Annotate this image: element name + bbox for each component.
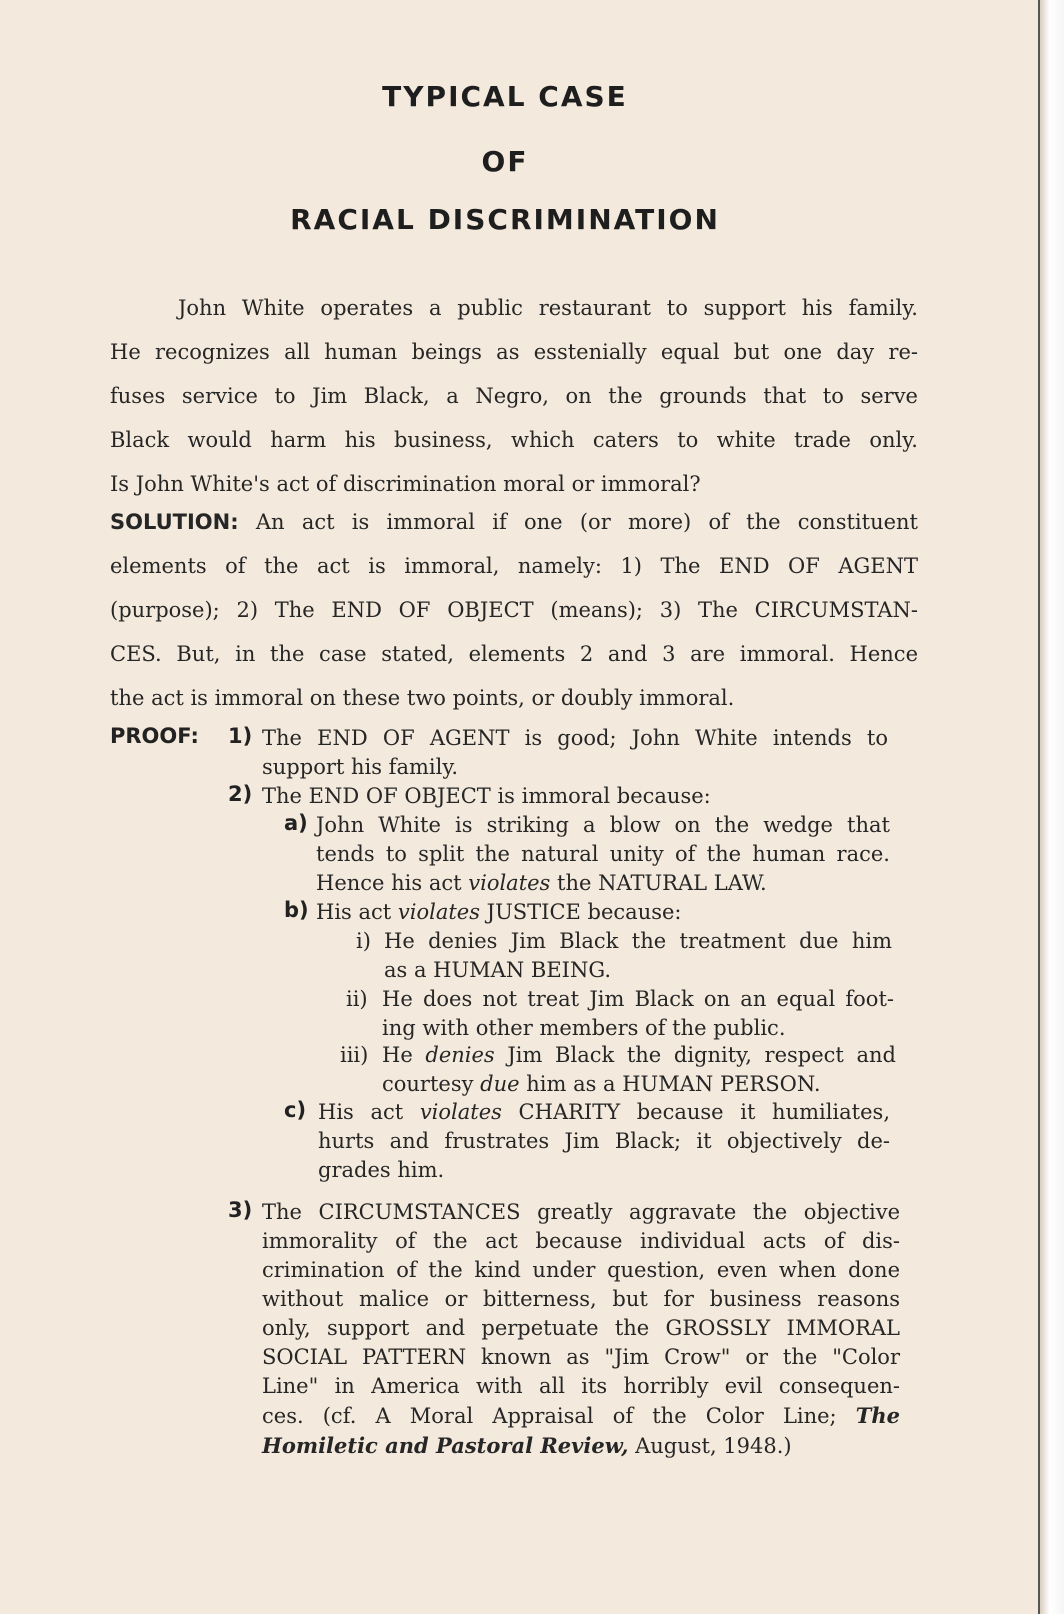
solution-line: elements of the act is immoral, namely: 1) The END OF AGENT (110, 554, 918, 578)
intro-line: fuses service to Jim Black, a Negro, on the grounds that to serve (110, 384, 918, 408)
intro-line: Is John White's act of discrimination moral or immoral? (110, 472, 701, 496)
solution-line: CES. But, in the case stated, elements 2 and 3 are immoral. Hence (110, 642, 918, 666)
intro-paragraph (110, 286, 918, 506)
proof-2c-marker: c) (284, 1098, 307, 1122)
proof-2bi-marker: i) (356, 929, 371, 953)
proof-2c-text: His act violates CHARITY because it humiliates, hurts and frustrates Jim Black; it objectively de- grades him. (318, 1100, 890, 1182)
proof-2bii-text: He does not treat Jim Black on an equal foot- ing with other members of the public. (382, 987, 894, 1040)
proof-2biii-marker: iii) (340, 1043, 369, 1067)
title-line-2: OF (481, 145, 529, 178)
page-edge (1038, 0, 1064, 1614)
intro-line: Black would harm his business, which caters to white trade only. (110, 428, 918, 452)
proof-2biii-text: He denies Jim Black the dignity, respect and courtesy due him as a HUMAN PERSON. (382, 1043, 896, 1096)
proof-2bii-marker: ii) (346, 987, 368, 1011)
title-line-3: RACIAL DISCRIMINATION (290, 203, 720, 236)
proof-3-text: The CIRCUMSTANCES greatly aggravate the objective immorality of the act because individual acts of dis- crimination of the kind under question, even when done without malice or bitterness, but for business reasons only, support and perpetuate the GROSSLY IMMORAL SOCIAL PATTERN known as "Jim Crow" or the "Color Line" in America with all its horribly evil consequen- ces. (cf. A Moral Appraisal of the Color Line; The Homiletic and Pastoral Review, August, 1948.) (262, 1200, 900, 1458)
solution-line: the act is immoral on these two points, or doubly immoral. (110, 686, 735, 710)
proof-1-text: The END OF AGENT is good; John White intends to support his family. (262, 726, 888, 779)
title-line-1: TYPICAL CASE (382, 80, 628, 113)
proof-2bi-text: He denies Jim Black the treatment due him as a HUMAN BEING. (384, 929, 892, 982)
solution-paragraph (110, 500, 918, 720)
proof-2a-marker: a) (284, 811, 308, 835)
solution-line: SOLUTION: An act is immoral if one (or more) of the constituent (110, 510, 918, 534)
proof-2-text: The END OF OBJECT is immoral because: (262, 784, 711, 808)
solution-label: SOLUTION: (110, 510, 239, 534)
intro-line: He recognizes all human beings as esstenially equal but one day re- (110, 340, 918, 364)
proof-2b-text: His act violates JUSTICE because: (316, 900, 682, 924)
proof-2a-text: John White is striking a blow on the wedge that tends to split the natural unity of the human race. Hence his act violates the NATURAL LAW. (316, 813, 890, 895)
intro-line: John White operates a public restaurant to support his family. (178, 296, 918, 320)
proof-2-marker: 2) (228, 782, 253, 806)
proof-3-marker: 3) (228, 1198, 253, 1222)
proof-1-marker: 1) (228, 724, 253, 748)
solution-line: (purpose); 2) The END OF OBJECT (means); 3) The CIRCUMSTAN- (110, 598, 918, 622)
proof-2b-marker: b) (284, 898, 309, 922)
proof-label: PROOF: (110, 724, 199, 748)
